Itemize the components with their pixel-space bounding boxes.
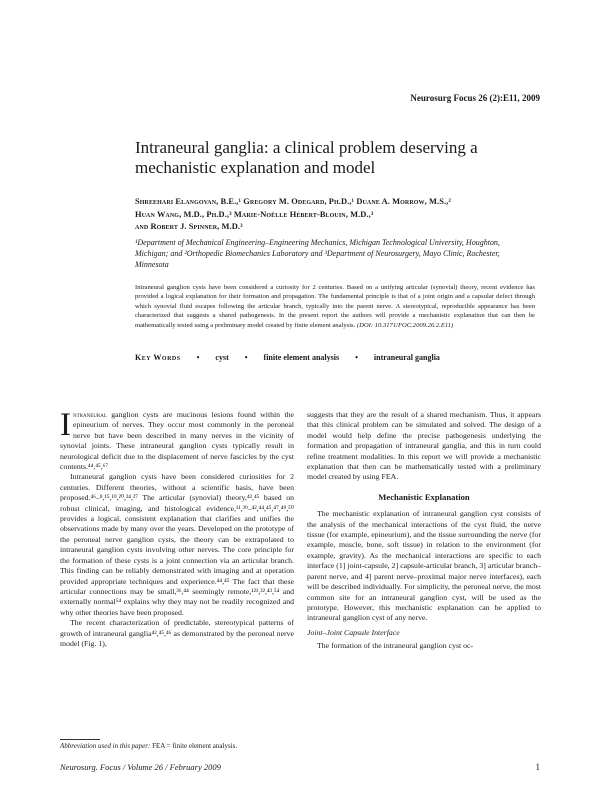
keyword-bullet: • bbox=[244, 353, 248, 362]
article-title: Intraneural ganglia: a clinical problem deserving a mechanistic explanation and model bbox=[135, 138, 478, 177]
body-column-left bbox=[60, 407, 294, 649]
drop-cap: I bbox=[60, 407, 71, 443]
author-line: and Robert J. Spinner, M.D.³ bbox=[135, 222, 243, 231]
keywords bbox=[135, 353, 535, 362]
keyword-bullet: • bbox=[196, 353, 200, 362]
keyword-bullet: • bbox=[355, 353, 358, 362]
paragraph: The recent characterization of predictable, stereotypical patterns of growth of intraneural ganglia⁴²,⁴⁵,⁴⁶ as demonstrated by the peroneal nerve model (Fig. 1), bbox=[60, 618, 294, 648]
smallcaps-lead: ntraneural bbox=[73, 410, 107, 419]
section-heading: Mechanistic Explanation bbox=[378, 491, 470, 502]
footer-journal: Neurosurg. Focus / Volume 26 / February 2009 bbox=[60, 762, 221, 772]
paragraph bbox=[60, 407, 294, 472]
keyword: intraneural ganglia bbox=[373, 353, 440, 362]
footnote-label: Abbreviation used in this paper: bbox=[60, 742, 151, 750]
footnote-text: FEA = finite element analysis. bbox=[150, 742, 238, 750]
affiliations: ¹Department of Mechanical Engineering–Engineering Mechanics, Michigan Technological University, Houghton, Michigan; and ²Orthopedic Biomechanics Laboratory and ³Department of Neurosurgery, Mayo Clinic, Rochester, Minnesota bbox=[135, 238, 500, 269]
body-column-right bbox=[307, 410, 541, 652]
subsection-heading: Joint–Joint Capsule Interface bbox=[307, 627, 400, 637]
page-number: 1 bbox=[535, 762, 540, 772]
keyword: finite element analysis bbox=[263, 353, 340, 362]
keyword: cyst bbox=[215, 353, 229, 362]
footnote bbox=[60, 742, 294, 750]
keywords-label: Key Words bbox=[135, 353, 181, 362]
author-line: Shreehari Elangovan, B.E.,¹ Gregory M. Odegard, Ph.D.,¹ Duane A. Morrow, M.S.,² bbox=[135, 197, 451, 206]
journal-reference: Neurosurg Focus 26 (2):E11, 2009 bbox=[410, 93, 540, 103]
paragraph: The mechanistic explanation of intraneural ganglion cyst consists of the analysis of the mechanical interactions of the cyst fluid, the nerve tissue (for example, epineurium), and the tissue surrounding the nerve (for example, muscle, bone, soft tissue) in relation to the environment (for example, gravity). As the mechanical interactions are specific to each interface (1] joint-capsule, 2] capsule-articular branch, 3] articular branch–parent nerve, and 4] parent nerve–proximal major nerve interfaces), each will be described individually. For simplicity, the peroneal nerve, the most common site for an intraneural ganglion cyst, will be used as the prototype. However, this mechanistic explanation can be applied to intraneural ganglion cyst of any nerve. bbox=[307, 509, 541, 623]
abstract-text: Intraneural ganglion cysts have been considered a curiosity for 2 centuries. Based on a unifying articular (synovial) theory, recent evidence has provided a logical explanation for their formation and propagation. The fundamental principle is that of a joint origin and a capsular defect through which synovial fluid escapes following the articular branch, typically into the parent nerve. A stereotypical, reproducible appearance has been characterized that suggests a shared pathogenesis. In the present report the authors will provide a mechanistic explanation that can then be mathematically tested using a preliminary model created by finite element analysis. bbox=[135, 284, 535, 329]
paragraph-text: ganglion cysts are mucinous lesions found within the epineurium of nerves. They occur most commonly in the peroneal nerve but have been described in many nerves in the vicinity of synovial joints. These intraneural ganglion cysts typically result in neurological deficit due to the displacement of nerve fascicles by the cyst contents.⁴⁴,⁴⁵,⁶⁷ bbox=[60, 410, 294, 472]
doi-link[interactable]: (DOI: 10.3171/FOC.2009.26.2.E11) bbox=[356, 321, 454, 329]
author-list bbox=[135, 196, 535, 234]
author-line: Huan Wang, M.D., Ph.D.,³ Marie-Noëlle Hébert-Blouin, M.D.,³ bbox=[135, 209, 374, 219]
paragraph: suggests that they are the result of a shared mechanism. Thus, it appears that this clinical problem can be simulated and solved. The design of a model would help define the precise pathogenesis underlying the formation and propagation of intraneural ganglia, and this in turn could refine treatment modalities. In this report we will provide a mechanistic explanation that then can be mathematically tested with a preliminary model created by using FEA. bbox=[307, 410, 541, 482]
footnote-rule bbox=[60, 739, 100, 740]
abstract bbox=[135, 283, 535, 330]
paragraph: Intraneural ganglion cysts have been considered curiosities for 2 centuries. Different theories, without a scientific basis, have been proposed.⁴⁶–⁸,¹⁵,¹⁹,²⁰,²⁴,²⁷ The articular (synovial) theory,⁴²,⁴⁵ based on robust clinical, imaging, and histological evidence,¹¹,³⁹–⁴²,⁴⁴,⁴⁵,⁴⁷,⁴⁹,⁵⁰ provides a logical, consistent explanation that clarifies and unifies the observations made by many over the years. Developed on the prototype of the peroneal nerve ganglion cysts, the theory can be extrapolated to intraneural ganglion cysts involving other nerves. The core principle for the formation of these cysts is a joint connection via an articular branch. This finding can be reliably demonstrated with imaging and at operation provided appropriate techniques and experience.⁴⁴,⁴⁵ The fact that these articular connections may be small,³⁶,⁴⁴ seemingly remote,¹²¹,³²,⁴³,⁵⁴ and externally normal⁵⁴ explains why they may not be readily recognized and why other theories have been proposed. bbox=[60, 472, 294, 617]
paragraph: The formation of the intraneural ganglion cyst oc- bbox=[317, 641, 474, 651]
